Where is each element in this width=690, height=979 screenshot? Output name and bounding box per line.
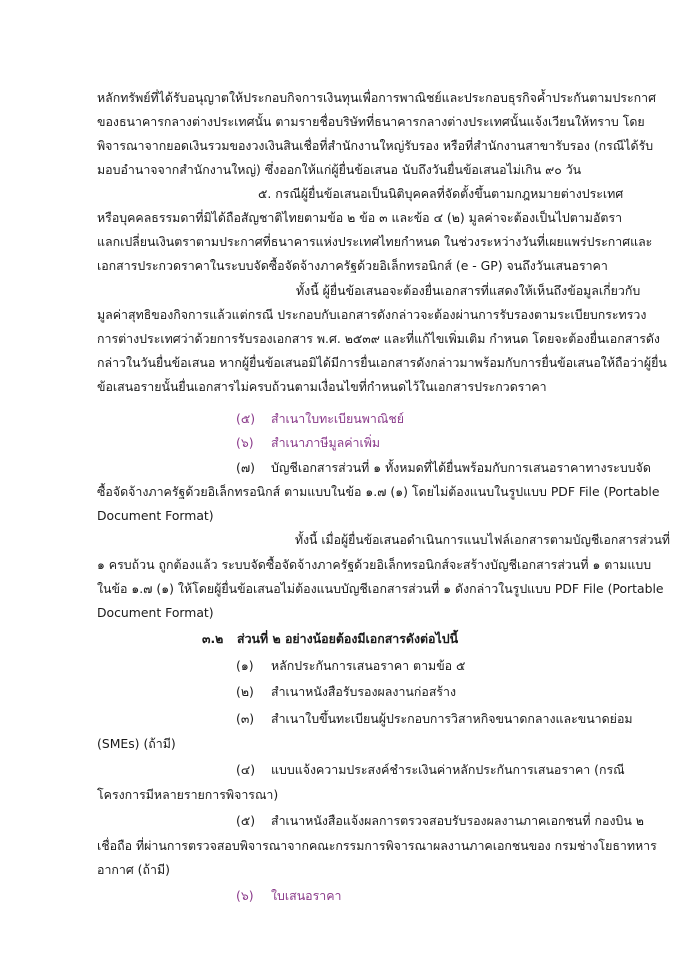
text-line: ทั้งนี้ ผู้ยื่นข้อเสนอจะต้องยื่นเอกสารที่แสดงให้เห็นถึงข้อมูลเกี่ยวกับ bbox=[296, 283, 641, 298]
text-line: บัญชีเอกสารส่วนที่ ๑ ทั้งหมดที่ได้ยื่นพร้อมกับการเสนอราคาทางระบบจัด bbox=[271, 460, 651, 475]
list-item: หลักประกันการเสนอราคา ตามข้อ ๕ bbox=[271, 658, 466, 673]
list-item: สำเนาหนังสือรับรองผลงานก่อสร้าง bbox=[271, 684, 457, 699]
text-line: พิจารณาจากยอดเงินรวมของวงเงินสินเชื่อที่สำนักงานใหญ่รับรอง หรือที่สำนักงานสาขารับรอง (กรณีได้รับ bbox=[97, 138, 654, 153]
text-line: (SMEs) (ถ้ามี) bbox=[97, 736, 176, 751]
list-item: สำเนาหนังสือแจ้งผลการตรวจสอบรับรองผลงานภาคเอกชนที่ กองบิน ๒ bbox=[271, 813, 644, 828]
text-line: Document Format) bbox=[97, 508, 214, 523]
text-line: แลกเปลี่ยนเงินตราตามประกาศที่ธนาคารแห่งประเทศไทยกำหนด ในช่วงระหว่างวันที่เผยแพร่ประกาศและ bbox=[97, 234, 653, 249]
list-number: (๕) bbox=[236, 813, 256, 828]
text-line: ข้อเสนอรายนั้นยื่นเอกสารไม่ครบถ้วนตามเงื่อนไขที่กำหนดไว้ในเอกสารประกวดราคา bbox=[97, 379, 547, 394]
section-number: ๓.๒ bbox=[202, 631, 224, 646]
text-line: ๑ ครบถ้วน ถูกต้องแล้ว ระบบจัดซื้อจัดจ้างภาครัฐด้วยอิเล็กทรอนิกส์จะสร้างบัญชีเอกสารส่วนที่ ๑ ตามแบบ bbox=[97, 557, 652, 572]
list-number: (๒) bbox=[236, 684, 254, 699]
text-line: ทั้งนี้ เมื่อผู้ยื่นข้อเสนอดำเนินการแนบไฟล์เอกสารตามบัญชีเอกสารส่วนที่ bbox=[295, 532, 671, 547]
text-line: หรือบุคคลธรรมดาที่มิได้ถือสัญชาติไทยตามข้อ ๒ ข้อ ๓ และข้อ ๔ (๒) มูลค่าจะต้องเป็นไปตามอัตรา bbox=[97, 210, 623, 225]
text-line: เอกสารประกวดราคาในระบบจัดซื้อจัดจ้างภาครัฐด้วยอิเล็กทรอนิกส์ (e - GP) จนถึงวันเสนอราคา bbox=[97, 258, 608, 273]
text-line: มอบอำนาจจากสำนักงานใหญ่) ซึ่งออกให้แก่ผู้ยื่นข้อเสนอ นับถึงวันยื่นข้อเสนอไม่เกิน ๙๐ วัน bbox=[97, 162, 582, 177]
text-line: การต่างประเทศว่าด้วยการรับรองเอกสาร พ.ศ. ๒๕๓๙ และที่แก้ไขเพิ่มเติม กำหนด โดยจะต้องยื่นเอกสารดัง bbox=[97, 331, 660, 346]
list-number: (๑) bbox=[236, 658, 254, 673]
text-line: Document Format) bbox=[97, 605, 214, 620]
text-line: ซื้อจัดจ้างภาครัฐด้วยอิเล็กทรอนิกส์ ตามแบบในข้อ ๑.๗ (๑) โดยไม่ต้องแนบในรูปแบบ PDF File (Portable bbox=[97, 484, 660, 499]
list-number: (๕) bbox=[236, 411, 256, 426]
text-line: เชื่อถือ ที่ผ่านการตรวจสอบพิจารณาจากคณะกรรมการพิจารณาผลงานภาคเอกชนของ กรมช่างโยธาทหาร bbox=[97, 838, 657, 853]
text-line: อากาศ (ถ้ามี) bbox=[97, 862, 170, 877]
text-line: โครงการมีหลายรายการพิจารณา) bbox=[97, 787, 279, 802]
text-line: มูลค่าสุทธิของกิจการแล้วแต่กรณี ประกอบกับเอกสารดังกล่าวจะต้องผ่านการรับรองตามระเบียบกระทรวง bbox=[97, 307, 647, 322]
list-item: แบบแจ้งความประสงค์ชำระเงินค่าหลักประกันการเสนอราคา (กรณี bbox=[271, 762, 625, 777]
section-heading: ส่วนที่ ๒ อย่างน้อยต้องมีเอกสารดังต่อไปนี้ bbox=[237, 631, 459, 646]
list-item-vat: สำเนาภาษีมูลค่าเพิ่ม bbox=[271, 435, 381, 450]
list-number: (๓) bbox=[236, 711, 255, 726]
list-number: (๔) bbox=[236, 762, 256, 777]
text-line: ๕. กรณีผู้ยื่นข้อเสนอเป็นนิติบุคคลที่จัดตั้งขึ้นตามกฎหมายต่างประเทศ bbox=[258, 186, 624, 201]
list-item-commercial-registration: สำเนาใบทะเบียนพาณิชย์ bbox=[271, 411, 405, 426]
list-item-price-quote: ใบเสนอราคา bbox=[271, 888, 342, 903]
list-item: สำเนาใบขึ้นทะเบียนผู้ประกอบการวิสาหกิจขนาดกลางและขนาดย่อม bbox=[271, 711, 633, 726]
list-number: (๗) bbox=[236, 460, 255, 475]
text-line: ของธนาคารกลางต่างประเทศนั้น ตามรายชื่อบริษัทที่ธนาคารกลางต่างประเทศนั้นแจ้งเวียนให้ทราบ โดย bbox=[97, 114, 645, 129]
list-number: (๖) bbox=[236, 435, 254, 450]
text-line: ในข้อ ๑.๗ (๑) ให้โดยผู้ยื่นข้อเสนอไม่ต้องแนบบัญชีเอกสารส่วนที่ ๑ ดังกล่าวในรูปแบบ PDF File (Portable bbox=[97, 581, 664, 596]
text-line: หลักทรัพย์ที่ได้รับอนุญาตให้ประกอบกิจการเงินทุนเพื่อการพาณิชย์และประกอบธุรกิจค้ำประกันตามประกาศ bbox=[97, 90, 656, 105]
text-line: กล่าวในวันยื่นข้อเสนอ หากผู้ยื่นข้อเสนอมิได้มีการยื่นเอกสารดังกล่าวมาพร้อมกับการยื่นข้อเสนอให้ถือว่าผู้ยื่น bbox=[97, 355, 667, 370]
list-number: (๖) bbox=[236, 888, 254, 903]
